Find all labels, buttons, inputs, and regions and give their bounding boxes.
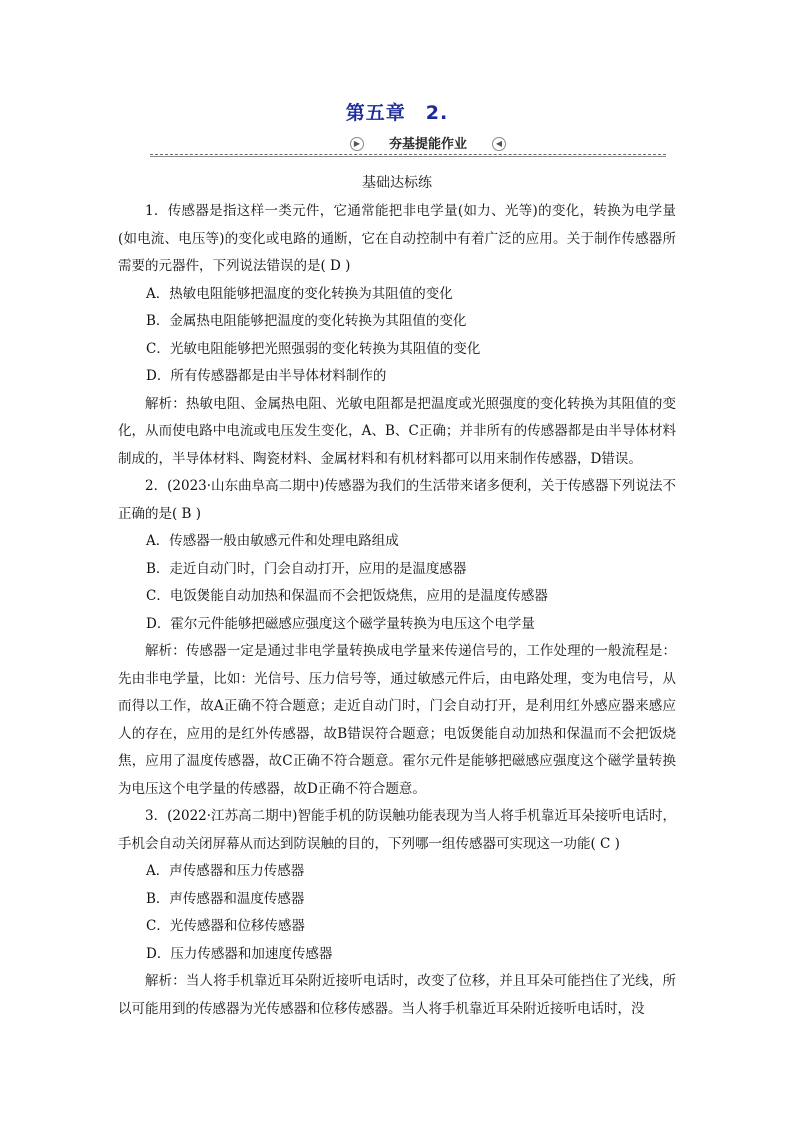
play-right-icon: ▶ [350,137,364,151]
question-stem: 2．(2023·山东曲阜高二期中)传感器为我们的生活带来诸多便利，关于传感器下列说法不正确的是( B ) [118,478,676,522]
chapter-title: 第五章 2. [345,102,449,124]
banner-dashed-rule [150,154,666,155]
question-stem: 1．传感器是指这样一类元件，它通常能把非电学量(如力、光等)的变化，转换为电学量(如电流、电压等)的变化或电路的通断，它在自动控制中有着广泛的应用。关于制作传感器所需要的元器件，下列说法错误的是( D ) [118,203,676,274]
option-d: D．霍尔元件能够把磁感应强度这个磁学量转换为电压这个电学量 [146,615,535,632]
option-d: D．所有传感器都是由半导体材料制作的 [146,368,387,384]
option-b: B．金属热电阻能够把温度的变化转换为其阻值的变化 [146,313,467,329]
question-analysis: 解析：热敏电阻、金属热电阻、光敏电阻都是把温度或光照强度的变化转换为其阻值的变化，从而使电路中电流或电压发生变化，A、B、C正确；并非所有的传感器都是由半导体材料制成的，半导体材料、陶瓷材料、金属材料和有机材料都可以用来制作传感器，D错误。 [118,395,676,467]
question-list [118,198,676,1023]
section-title: 基础达标练 [362,175,432,191]
question-analysis: 解析：传感器一定是通过非电学量转换成电学量来传递信号的，工作处理的一般流程是：先由非电学量，比如：光信号、压力信号等，通过敏感元件后，由电路处理，变为电信号，从而得以工作，故A正确不符合题意；走近自动门时，门会自动打开，是利用红外感应器来感应人的存在，应用的是红外传感器，故B错误符合题意；电饭煲能自动加热和保温而不会把饭烧焦，应用了温度传感器，故C正确不符合题意。霍尔元件是能够把磁感应强度这个磁学量转换为电压这个电学量的传感器，故D正确不符合题意。 [118,643,676,797]
question-analysis: 解析：当人将手机靠近耳朵附近接听电话时，改变了位移，并且耳朵可能挡住了光线，所以可能用到的传感器为光传感器和位移传感器。当人将手机靠近耳朵附近接听电话时，没 [118,973,676,1017]
option-a: A．传感器一般由敏感元件和处理电路组成 [146,533,399,549]
option-b: B．走近自动门时，门会自动打开，应用的是温度感器 [146,560,467,577]
banner-solid-rule [150,156,666,157]
option-d: D．压力传感器和加速度传感器 [146,945,333,962]
option-c: C．电饭煲能自动加热和保温而不会把饭烧焦，应用的是温度传感器 [146,588,548,604]
banner-label: 夯基提能作业 [348,136,508,154]
option-c: C．光敏电阻能够把光照强弱的变化转换为其阻值的变化 [146,340,481,357]
option-b: B．声传感器和温度传感器 [146,890,305,907]
homework-banner [150,134,666,160]
play-left-icon: ◀ [492,137,506,151]
option-c: C．光传感器和位移传感器 [146,918,305,934]
option-a: A．热敏电阻能够把温度的变化转换为其阻值的变化 [146,285,453,302]
option-a: A．声传感器和压力传感器 [146,863,305,879]
question-stem: 3．(2022·江苏高二期中)智能手机的防误触功能表现为当人将手机靠近耳朵接听电话时，手机会自动关闭屏幕从而达到防误触的目的，下列哪一组传感器可实现这一功能( C ) [118,808,676,852]
